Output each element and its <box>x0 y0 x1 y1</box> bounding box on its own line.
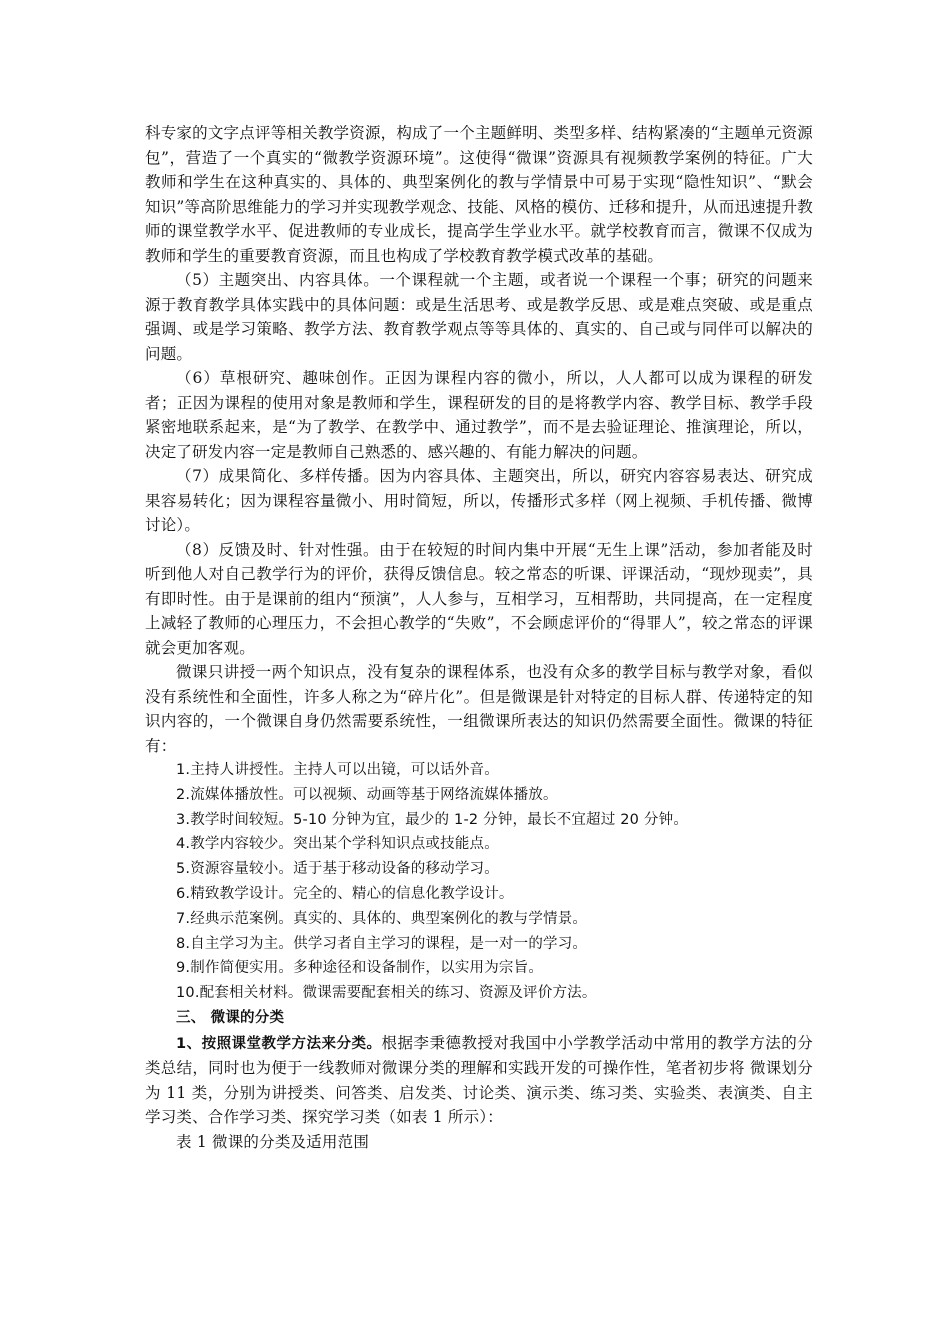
paragraph-feature-7: （7）成果简化、多样传播。因为内容具体、主题突出，所以，研究内容容易表达、研究成果容易转化；因为课程容量微小、用时简短，所以，传播形式多样（网上视频、手机传播、微博讨论）。 <box>145 467 813 534</box>
paragraph-micro-lesson-summary: 微课只讲授一两个知识点，没有复杂的课程体系，也没有众多的教学目标与教学对象，看似没有系统性和全面性，许多人称之为“碎片化”。但是微课是针对特定的目标人群、传递特定的知识内容的，一个微课自身仍然需要系统性，一组微课所表达的知识仍然需要全面性。微课的特征有： <box>145 663 813 755</box>
paragraph-feature-8: （8）反馈及时、针对性强。由于在较短的时间内集中开展“无生上课”活动，参加者能及时听到他人对自己教学行为的评价，获得反馈信息。较之常态的听课、评课活动，“现炒现卖”，具有即时性。由于是课前的组内“预演”，人人参与，互相学习，互相帮助，共同提高，在一定程度上减轻了教师的心理压力，不会担心教学的“失败”，不会顾虑评价的“得罪人”，较之常态的评课就会更加客观。 <box>145 540 813 657</box>
paragraph-classification <box>145 1031 813 1130</box>
paragraph-intro-continued: 科专家的文字点评等相关教学资源，构成了一个主题鲜明、类型多样、结构紧凑的“主题单元资源包”，营造了一个真实的“微教学资源环境”。这使得“微课”资源具有视频教学案例的特征。广大教师和学生在这种真实的、具体的、典型案例化的教与学情景中可易于实现“隐性知识”、“默会知识”等高阶思维能力的学习并实现教学观念、技能、风格的模仿、迁移和提升，从而迅速提升教师的课堂教学水平、促进教师的专业成长，提高学生学业水平。就学校教育而言，微课不仅成为教师和学生的重要教育资源，而且也构成了学校教育教学模式改革的基础。 <box>145 124 813 265</box>
feature-list <box>145 758 813 1006</box>
list-item: 8.自主学习为主。供学习者自主学习的课程，是一对一的学习。 <box>176 935 588 952</box>
list-item: 6.精致教学设计。完全的、精心的信息化教学设计。 <box>176 885 514 902</box>
classification-body: 根据李秉德教授对我国中小学教学活动中常用的教学方法的分类总结，同时也为便于一线教师对微课分类的理解和实践开发的可操作性，笔者初步将 微课划分为 11 类，分别为讲授类、问答类、启发类、讨论类、演示类、练习类、实验类、表演类、自主学习类、合作学习类、探究学习类（如表 1 所示）： <box>145 1033 813 1127</box>
list-item: 3.教学时间较短。5-10 分钟为宜，最少的 1-2 分钟，最长不宜超过 20 分钟。 <box>176 811 689 828</box>
document-page <box>145 121 813 1154</box>
list-item: 10.配套相关材料。微课需要配套相关的练习、资源及评价方法。 <box>176 985 597 1002</box>
list-item: 4.教学内容较少。突出某个学科知识点或技能点。 <box>176 836 499 853</box>
list-item: 7.经典示范案例。真实的、具体的、典型案例化的教与学情景。 <box>176 910 588 927</box>
list-item: 9.制作简便实用。多种途径和设备制作，以实用为宗旨。 <box>176 960 544 977</box>
classification-lead: 1、按照课堂教学方法来分类。 <box>176 1035 382 1052</box>
paragraph-feature-6: （6）草根研究、趣味创作。正因为课程内容的微小，所以，人人都可以成为课程的研发者；正因为课程的使用对象是教师和学生，课程研发的目的是将教学内容、教学目标、教学手段紧密地联系起来，是“为了教学、在教学中、通过教学”，而不是去验证理论、推演理论，所以，决定了研发内容一定是教师自己熟悉的、感兴趣的、有能力解决的问题。 <box>145 369 813 461</box>
list-item: 5.资源容量较小。适于基于移动设备的移动学习。 <box>176 861 499 878</box>
list-item: 1.主持人讲授性。主持人可以出镜，可以话外音。 <box>176 762 499 778</box>
section-heading: 三、 微课的分类 <box>176 1009 285 1026</box>
paragraph-feature-5: （5）主题突出、内容具体。一个课程就一个主题，或者说一个课程一个事；研究的问题来源于教育教学具体实践中的具体问题：或是生活思考、或是教学反思、或是难点突破、或是重点强调、或是学习策略、教学方法、教育教学观点等等具体的、真实的、自己或与同伴可以解决的问题。 <box>145 271 813 363</box>
list-item: 2.流媒体播放性。可以视频、动画等基于网络流媒体播放。 <box>176 786 558 803</box>
table-caption: 表 1 微课的分类及适用范围 <box>176 1132 370 1151</box>
